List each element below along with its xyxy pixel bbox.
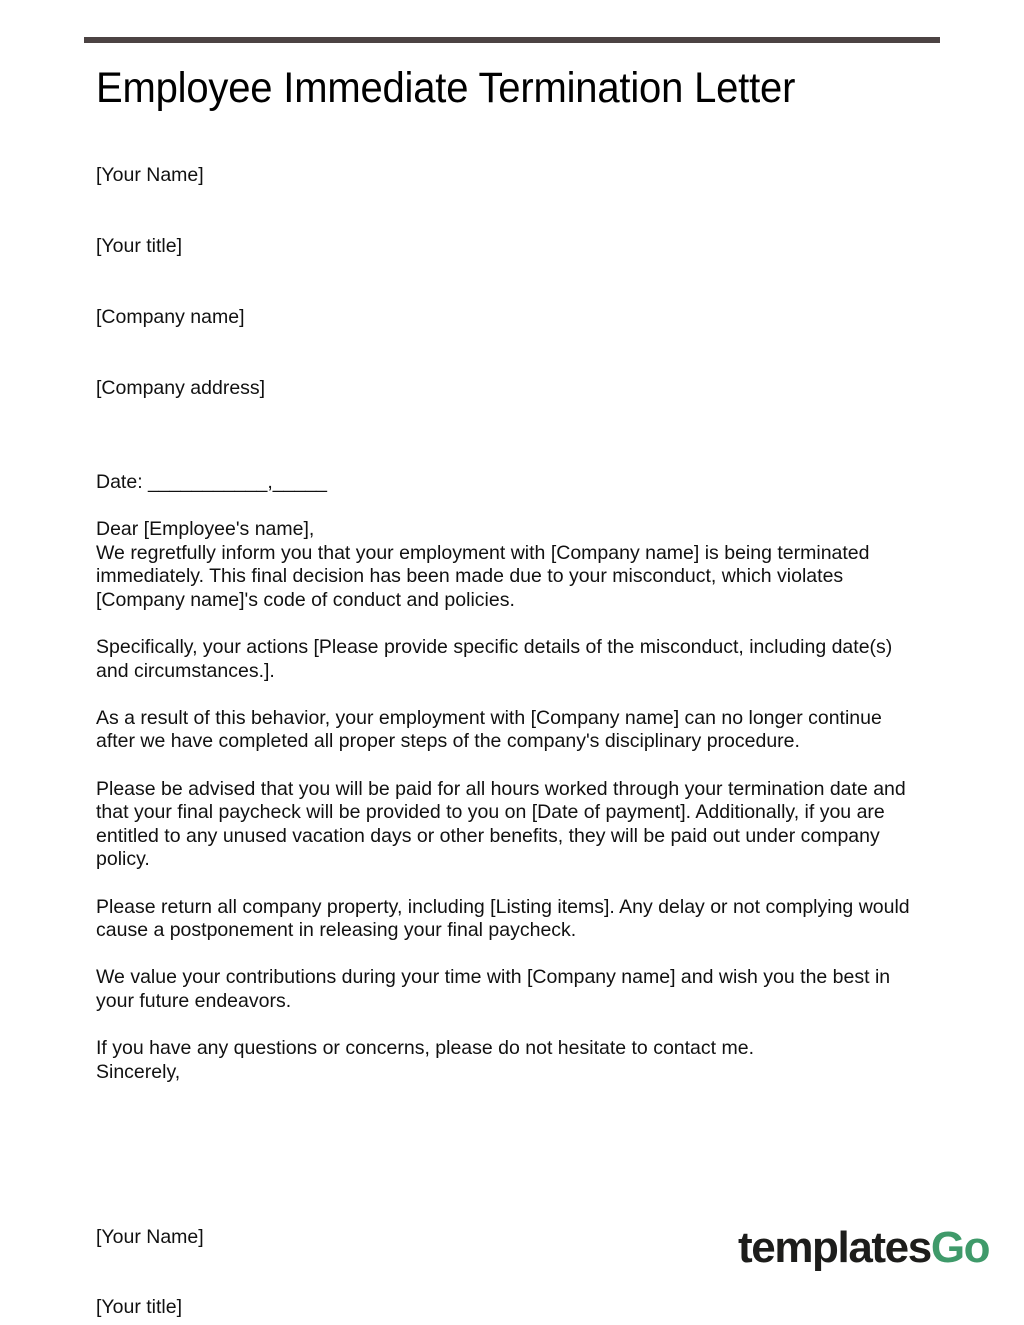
signature-name: [Your Name] [96,1225,204,1248]
paragraph-6: We value your contributions during your time with [Company name] and wish you the best in your future endeavors. [96,966,896,1012]
sender-company-name: [Company name] [96,305,245,328]
paragraph-2: Specifically, your actions [Please provide specific details of the misconduct, including date(s) and circumstances.]. [96,636,898,682]
paragraph-1: We regretfully inform you that your employment with [Company name] is being terminated immediately. This final decision has been made due to your misconduct, which violates [Company name]'s code of conduct and policies. [96,541,875,611]
salutation: Dear [Employee's name], [96,518,315,541]
closing-question: If you have any questions or concerns, please do not hesitate to contact me. [96,1037,754,1060]
signature-title: [Your title] [96,1296,182,1319]
page-title: Employee Immediate Termination Letter [96,64,796,112]
paragraph-4: Please be advised that you will be paid for all hours worked through your termination date and that your final paycheck will be provided to you on [Date of payment]. Additionally, if you are entitled to any unused vacation days or other benefits, they will be paid out under company policy. [96,777,912,871]
signature-space [96,1084,924,1178]
letter-body [96,63,924,1325]
paragraph-5: Please return all company property, including [Listing items]. Any delay or not complying would cause a postponement in releasing your final paycheck. [96,895,916,942]
logo-accent-text: Go [930,1223,990,1272]
logo-primary-text: templates [738,1223,931,1272]
sender-name: [Your Name] [96,164,204,187]
sender-title: [Your title] [96,234,182,257]
date-line: Date: ___________,_____ [96,470,327,493]
header-rule-divider [84,37,940,43]
sender-address-block [96,117,924,447]
sender-company-address: [Company address] [96,376,266,399]
closing-valediction: Sincerely, [96,1060,181,1083]
templatesgo-logo [738,1222,989,1274]
paragraph-3: As a result of this behavior, your employment with [Company name] can no longer continue after we have completed all proper steps of the company's disciplinary procedure. [96,706,888,753]
